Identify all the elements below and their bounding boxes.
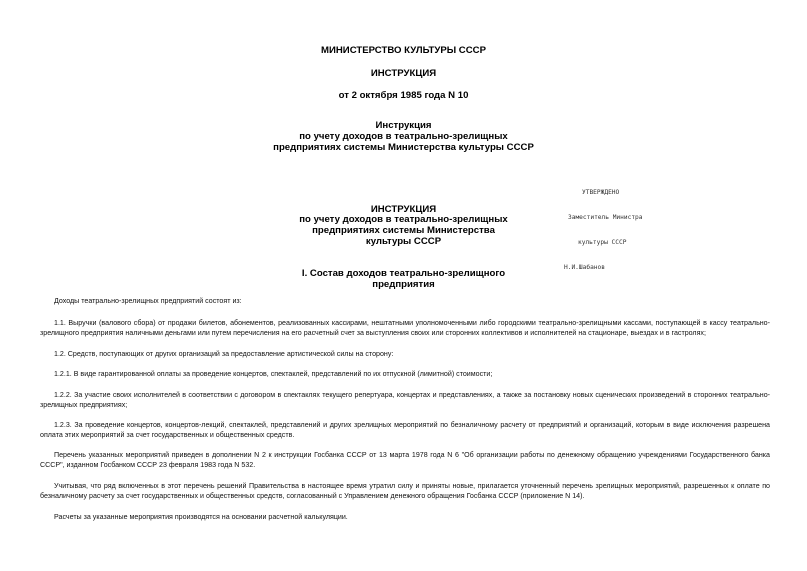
section-1-heading-line-2: предприятия xyxy=(372,279,435,290)
doc-type-heading: ИНСТРУКЦИЯ xyxy=(370,68,437,79)
paragraph-list-reference: Перечень указанных мероприятий приведен в дополнении N 2 к инструкции Госбанка СССР от 13 марта 1978 года N 6 "Об организации работы по денежному обращению учреждениями Государственного банка СССР", изданном Госбанком СССР 23 февраля 1983 года N 532. xyxy=(40,451,770,469)
title-line-1: Инструкция xyxy=(375,120,432,131)
approval-line-2: Заместитель Министра xyxy=(568,214,643,222)
section-1-heading-line-1: I. Состав доходов театрально-зрелищного xyxy=(301,268,506,279)
approval-line-1: УТВЕРЖДЕНО xyxy=(582,188,620,196)
paragraph-intro: Доходы театрально-зрелищных предприятий состоят из: xyxy=(54,297,242,305)
paragraph-1-2: 1.2. Средств, поступающих от других организаций за предоставление артистической силы на сторону: xyxy=(54,350,394,358)
main-title-line-1: ИНСТРУКЦИЯ xyxy=(370,204,437,215)
date-line: от 2 октября 1985 года N 10 xyxy=(338,90,469,101)
paragraph-settlements: Расчеты за указанные мероприятия производятся на основании расчетной калькуляции. xyxy=(54,513,348,521)
title-line-2: по учету доходов в театрально-зрелищных xyxy=(299,131,508,142)
approval-line-4: Н.И.Шабанов xyxy=(564,264,605,272)
title-line-3: предприятиях системы Министерства культуры СССР xyxy=(273,142,534,153)
approval-line-3: культуры СССР xyxy=(578,239,627,247)
paragraph-1-2-1: 1.2.1. В виде гарантированной оплаты за проведение концертов, спектаклей, представлений по их отпускной (лимитной) стоимости; xyxy=(54,370,493,378)
main-title-line-2: по учету доходов в театрально-зрелищных xyxy=(299,214,508,225)
ministry-heading: МИНИСТЕРСТВО КУЛЬТУРЫ СССР xyxy=(320,45,486,56)
paragraph-1-2-3: 1.2.3. За проведение концертов, концертов-лекций, спектаклей, представлений и других зрелищных мероприятий по безналичному расчету от предприятий и организаций, которым в виде исключения разрешена оплата этих мероприятий за счет государственных и общественных средств. xyxy=(40,421,770,439)
paragraph-1-1: 1.1. Выручки (валового сбора) от продажи билетов, абонементов, реализованных кассирами, нештатными уполномоченными либо городскими театрально-зрелищными кассами, поступающей в кассу театрально-зрелищного предприятия наличными деньгами или путем перечисления на его расчетный счет за выступления своих или сторонних коллективов и исполнителей на стационаре, выездах и в гастролях; xyxy=(40,319,770,337)
paragraph-1-2-2: 1.2.2. За участие своих исполнителей в соответствии с договором в спектаклях текущего репертуара, концертах и представлениях, а также за постановку новых сценических произведений в сторонних театрально-зрелищных предприятиях; xyxy=(40,391,770,409)
main-title-line-3: предприятиях системы Министерства xyxy=(312,225,495,236)
paragraph-updated-list: Учитывая, что ряд включенных в этот перечень решений Правительства в настоящее время утратил силу и приняты новые, прилагается уточненный перечень зрелищных мероприятий, разрешенных к оплате по безналичному расчету за счет государственных и общественных средств, согласованный с Управлением денежного обращения Госбанка СССР (приложение N 14). xyxy=(40,482,770,500)
main-title-line-4: культуры СССР xyxy=(365,236,442,247)
